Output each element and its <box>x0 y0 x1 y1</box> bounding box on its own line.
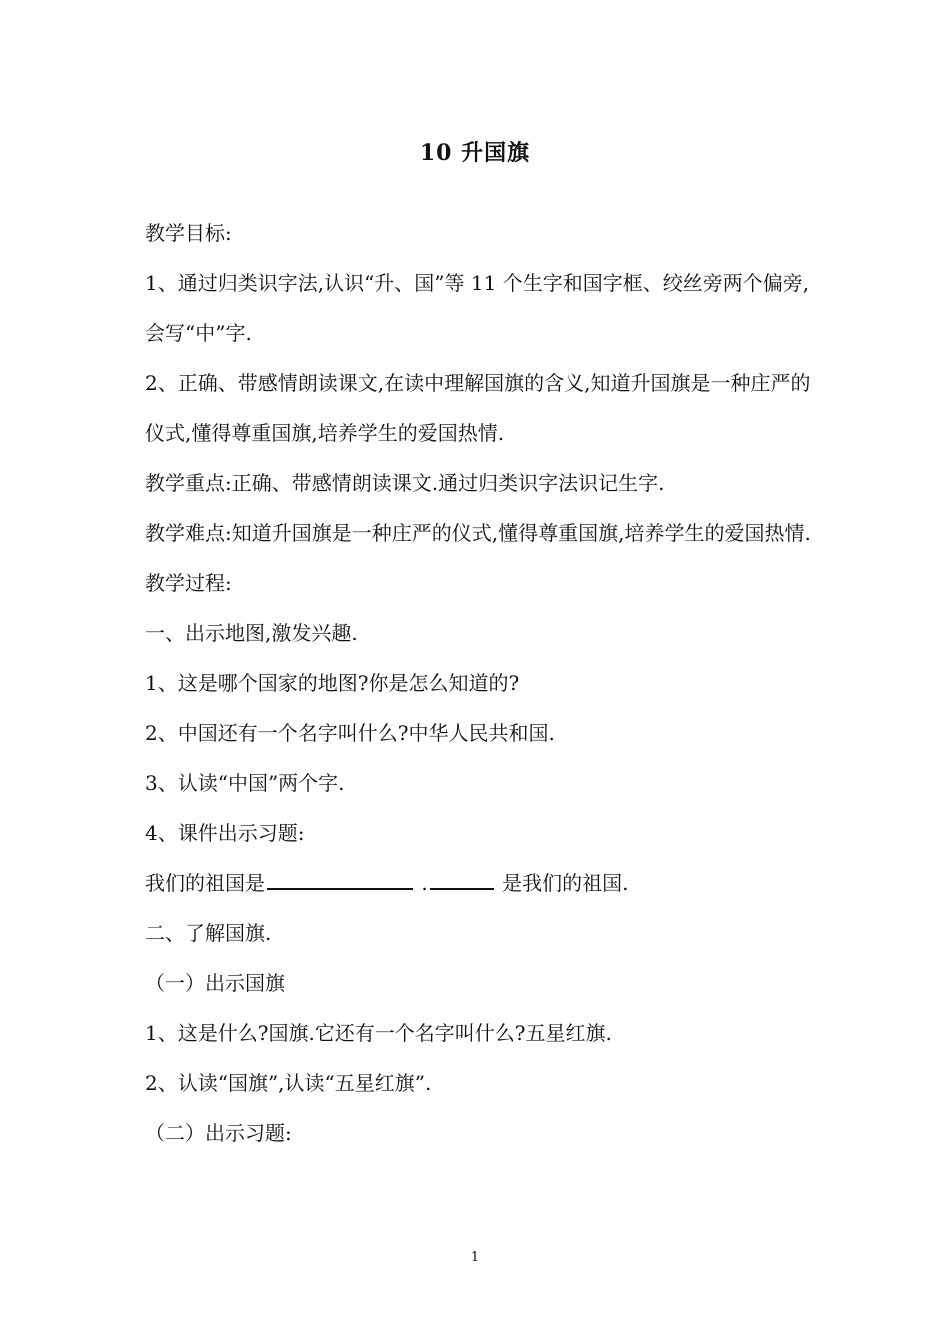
answer-blank-1 <box>267 864 413 890</box>
process-heading: 教学过程: <box>145 571 232 595</box>
sub-section-2: （二）出示习题: <box>145 1121 292 1145</box>
section-1-item-1: 1、这是哪个国家的地图?你是怎么知道的? <box>145 671 520 695</box>
section-2-item-2: 2、认读“国旗”,认读“五星红旗”. <box>145 1071 432 1095</box>
section-2-item-1: 1、这是什么?国旗.它还有一个名字叫什么?五星红旗. <box>145 1021 612 1045</box>
exercise-middle: . <box>415 871 428 895</box>
difficulty: 教学难点:知道升国旗是一种庄严的仪式,懂得尊重国旗,培养学生的爱国热情. <box>145 521 811 545</box>
section-1-heading: 一、出示地图,激发兴趣. <box>145 621 358 645</box>
exercise-line <box>145 858 815 908</box>
page-title: 10 升国旗 <box>419 140 531 166</box>
section-2-heading: 二、了解国旗. <box>145 921 272 945</box>
section-1-item-3: 3、认读“中国”两个字. <box>145 771 345 795</box>
goals-heading: 教学目标: <box>145 221 232 245</box>
page-number: 1 <box>470 1250 480 1265</box>
goal-2: 2、正确、带感情朗读课文,在读中理解国旗的含义,知道升国旗是一种庄严的仪式,懂得尊重国旗,培养学生的爱国热情. <box>145 371 811 445</box>
section-1-item-4: 4、课件出示习题: <box>145 821 305 845</box>
sub-section-1: （一）出示国旗 <box>145 971 285 995</box>
document-body <box>145 208 815 1158</box>
exercise-prefix: 我们的祖国是 <box>145 871 265 895</box>
exercise-suffix: 是我们的祖国. <box>495 871 629 895</box>
answer-blank-2 <box>430 864 494 890</box>
key-point: 教学重点:正确、带感情朗读课文.通过归类识字法识记生字. <box>145 471 665 495</box>
goal-1: 1、通过归类识字法,认识“升、国”等 11 个生字和国字框、绞丝旁两个偏旁,会写“中”字. <box>145 271 810 345</box>
section-1-item-2: 2、中国还有一个名字叫什么?中华人民共和国. <box>145 721 555 745</box>
